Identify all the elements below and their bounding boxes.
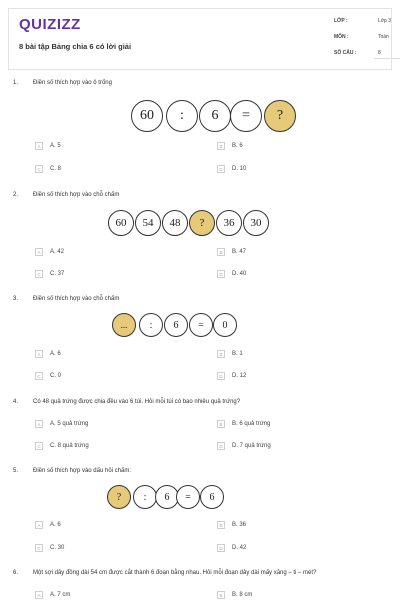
option-a[interactable] [35,247,64,257]
option-text: A. 6 [50,351,61,357]
option-text: A. 5 quả trứng [50,421,89,427]
math-circle-answer: ? [264,100,296,132]
option-box: A [35,521,43,529]
option-b[interactable] [217,141,243,151]
option-box: C [35,165,43,173]
option-box: D [217,270,225,278]
option-c[interactable] [35,371,61,381]
meta-key: LỚP : [334,18,348,24]
option-text: B. 36 [232,522,247,528]
math-circle: 54 [135,210,161,236]
math-circle: = [176,485,200,509]
meta-key: SỐ CÂU : [334,50,357,56]
option-c[interactable] [35,269,64,279]
option-box: D [217,544,225,552]
option-d[interactable] [217,543,246,553]
option-b[interactable] [217,247,246,257]
option-box: A [35,350,43,358]
math-circle: = [189,313,213,337]
question-number: 3. [13,296,19,302]
option-text: A. 42 [50,249,65,255]
meta-value: Toán [378,34,389,40]
option-box: C [35,442,43,450]
option-text: C. 30 [50,545,65,551]
option-text: C. 37 [50,271,65,277]
meta-value: Lớp 3 [378,18,392,24]
option-text: B. 6 quả trứng [232,421,271,427]
question-number: 2. [13,192,19,198]
option-text: C. 8 quả trứng [50,443,89,449]
math-circle-answer: ... [112,313,136,337]
answer-line [374,58,400,59]
option-box: D [217,372,225,380]
option-text: B. 47 [232,249,247,255]
question-text: Điền số thích hợp vào ô trống [33,80,112,86]
option-box: A [35,142,43,150]
question-number: 6. [13,570,19,576]
option-text: B. 8 cm [232,592,253,598]
math-circle: : [166,100,198,132]
option-box: D [217,442,225,450]
option-text: A. 5 [50,143,61,149]
option-text: D. 40 [232,271,247,277]
math-circle: = [230,100,262,132]
option-box: B [217,591,225,599]
math-circle: 36 [216,210,242,236]
option-a[interactable] [35,141,61,151]
option-c[interactable] [35,543,64,553]
meta-key: MÔN : [334,34,349,40]
question-text: Điền số thích hợp vào chỗ chấm [33,192,120,198]
meta-value: 8 [378,50,381,56]
question-number: 4. [13,399,19,405]
option-text: D. 42 [232,545,247,551]
option-text: A. 6 [50,522,61,528]
question-number: 5. [13,468,19,474]
question-number: 1. [13,80,19,86]
math-circle-answer: ? [189,210,215,236]
math-circle: 6 [155,485,179,509]
option-b[interactable] [217,419,270,429]
math-circle: 60 [108,210,134,236]
option-box: B [217,521,225,529]
option-text: C. 8 [50,166,62,172]
option-c[interactable] [35,164,61,174]
option-box: B [217,350,225,358]
option-box: C [35,270,43,278]
math-circle: : [139,313,163,337]
option-b[interactable] [217,590,252,600]
worksheet-title: 8 bài tập Bảng chia 6 có lời giải [19,42,132,51]
option-text: A. 7 cm [50,592,71,598]
option-a[interactable] [35,349,61,359]
option-text: B. 6 [232,143,243,149]
option-b[interactable] [217,349,243,359]
math-circle: 6 [200,485,224,509]
option-box: A [35,420,43,428]
option-d[interactable] [217,371,246,381]
math-circle: : [133,485,157,509]
option-d[interactable] [217,269,246,279]
option-a[interactable] [35,419,88,429]
question-text: Có 48 quả trứng được chia đều vào 6 túi. Hỏi mỗi túi có bao nhiêu quả trứng? [33,399,241,405]
option-b[interactable] [217,520,246,530]
option-box: C [35,372,43,380]
option-c[interactable] [35,441,89,451]
option-text: D. 7 quả trứng [232,443,271,449]
math-circle: 6 [164,313,188,337]
option-box: D [217,165,225,173]
option-box: B [217,420,225,428]
option-box: B [217,248,225,256]
quizizz-logo: QUIZIZZ [19,16,81,33]
question-text: Điền số thích hợp vào chỗ chấm [33,296,120,302]
question-text: Điền số thích hợp vào dấu hỏi chấm: [33,468,131,474]
worksheet-header [8,8,392,70]
option-text: D. 12 [232,373,247,379]
math-circle: 60 [131,100,163,132]
option-d[interactable] [217,164,246,174]
option-d[interactable] [217,441,271,451]
option-text: C. 0 [50,373,62,379]
math-circle: 48 [162,210,188,236]
math-circle: 0 [213,313,237,337]
option-text: D. 10 [232,166,247,172]
option-a[interactable] [35,590,70,600]
math-circle-answer: ? [107,485,131,509]
option-box: C [35,544,43,552]
option-box: A [35,591,43,599]
math-circle: 30 [243,210,269,236]
math-circle: 6 [199,100,231,132]
option-text: B. 1 [232,351,243,357]
option-box: A [35,248,43,256]
question-text: Một sợi dây đồng dài 54 cm được cắt thành 6 đoạn bằng nhau. Hỏi mỗi đoạn dây dài mấy xăng – ti – mét? [33,570,317,576]
option-a[interactable] [35,520,61,530]
option-box: B [217,142,225,150]
